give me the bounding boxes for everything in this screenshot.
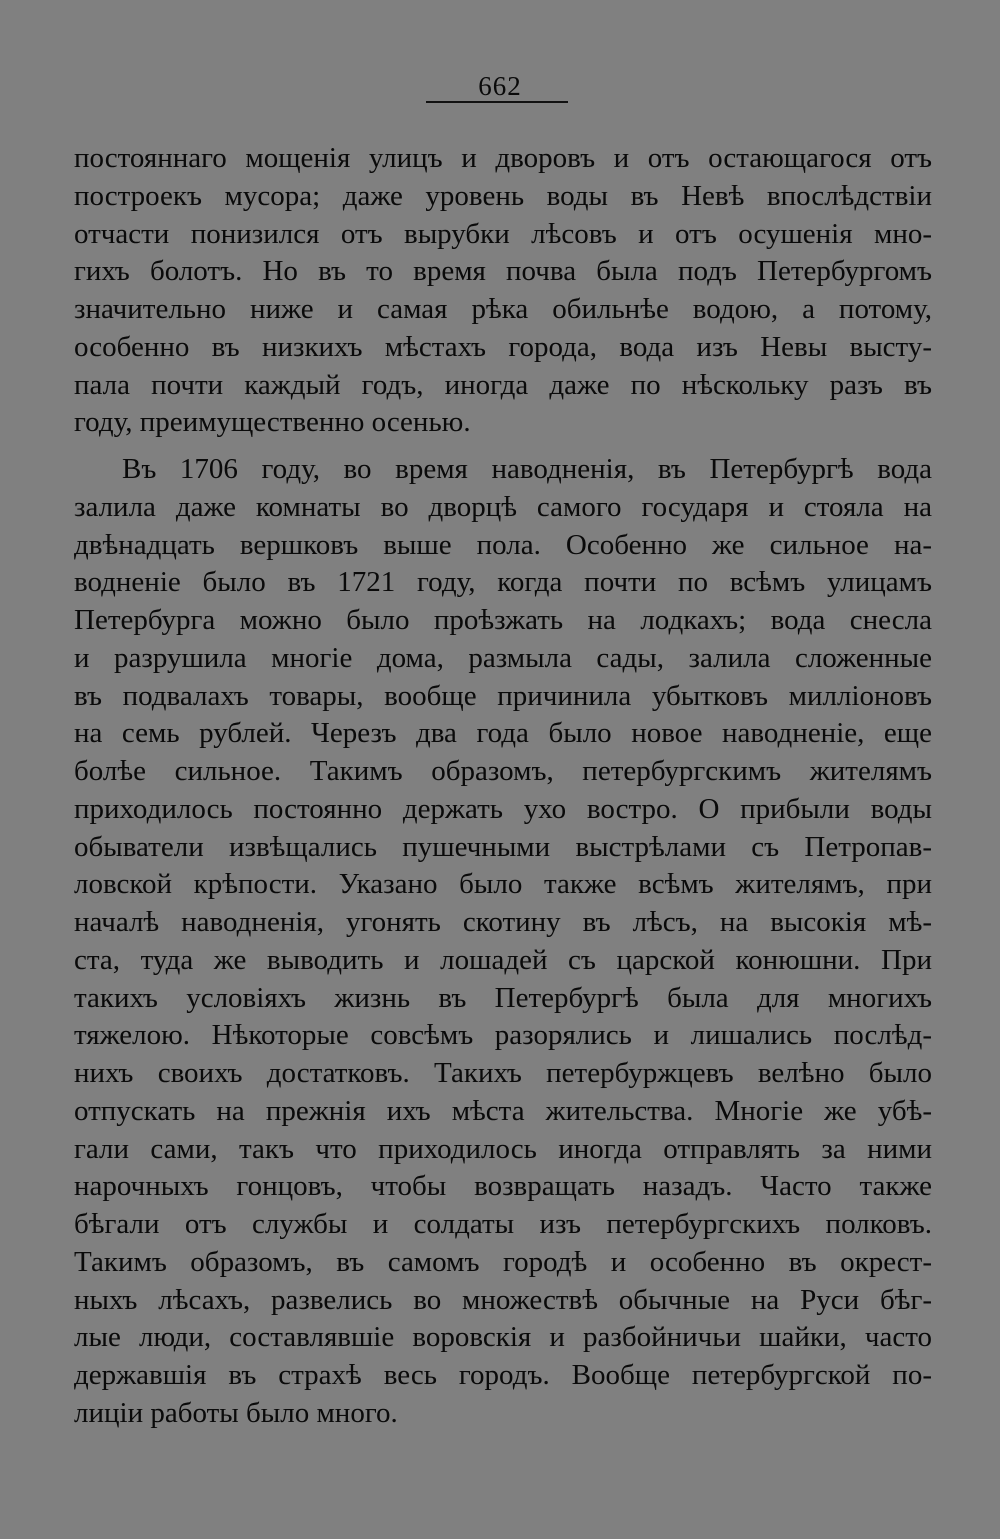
text-line: значительно ниже и самая рѣка обильнѣе водою, а потому, xyxy=(74,293,932,325)
text-line: на семь рублей. Черезъ два года было новое наводненіе, еще xyxy=(74,717,932,750)
text-line: Петербурга можно было проѣзжать на лодкахъ; вода снесла xyxy=(74,604,932,636)
text-line: постояннаго мощенія улицъ и дворовъ и отъ остающагося отъ xyxy=(74,142,932,174)
text-line: державшія въ страхѣ весь городъ. Вообще петербургской по- xyxy=(74,1359,932,1391)
text-line: приходилось постоянно держать ухо востро. О прибыли воды xyxy=(74,792,932,825)
text-line: лиціи работы было много. xyxy=(74,1396,398,1429)
paragraph-2 xyxy=(74,451,932,1433)
page-number: 662 xyxy=(478,71,522,101)
text-line: Въ 1706 году, во время наводненія, въ Петербургѣ вода xyxy=(122,453,932,485)
text-line: ловской крѣпости. Указано было также всѣмъ жителямъ, при xyxy=(74,868,932,901)
text-line: нарочныхъ гонцовъ, чтобы возвращать назадъ. Часто также xyxy=(74,1170,932,1203)
paragraph-gap xyxy=(74,442,932,451)
text-line: началѣ наводненія, угонять скотину въ лѣсъ, на высокія мѣ- xyxy=(74,906,932,938)
paragraph-1 xyxy=(74,140,932,442)
text-line: отпускать на прежнія ихъ мѣста жительства. Многіе же убѣ- xyxy=(74,1094,932,1127)
text-line: ныхъ лѣсахъ, развелись во множествѣ обычные на Руси бѣг- xyxy=(74,1283,932,1316)
text-line: двѣнадцать вершковъ выше пола. Особенно же сильное на- xyxy=(74,528,932,561)
text-line: и разрушила многіе дома, размыла сады, залила сложенные xyxy=(74,641,932,674)
text-line: въ подвалахъ товары, вообще причинила убытковъ милліоновъ xyxy=(74,679,932,712)
body-text xyxy=(74,140,932,1433)
text-line: гали сами, такъ что приходилось иногда отправлять за ними xyxy=(74,1132,932,1165)
page-number-rule xyxy=(426,101,568,103)
text-line: водненіе было въ 1721 году, когда почти по всѣмъ улицамъ xyxy=(74,566,932,599)
text-line: отчасти понизился отъ вырубки лѣсовъ и отъ осушенія мно- xyxy=(74,217,932,250)
text-line: особенно въ низкихъ мѣстахъ города, вода изъ Невы высту- xyxy=(74,330,932,363)
text-line: обыватели извѣщались пушечными выстрѣлами съ Петропав- xyxy=(74,830,932,863)
text-line: тяжелою. Нѣкоторые совсѣмъ разорялись и лишались послѣд- xyxy=(74,1019,932,1052)
text-line: болѣе сильное. Такимъ образомъ, петербургскимъ жителямъ xyxy=(74,755,932,787)
text-line: построекъ мусора; даже уровень воды въ Невѣ впослѣдствіи xyxy=(74,179,932,212)
text-line: ста, туда же выводить и лошадей съ царской конюшни. При xyxy=(74,943,932,976)
text-line: залила даже комнаты во дворцѣ самого государя и стояла на xyxy=(74,490,932,523)
text-line: нихъ своихъ достатковъ. Такихъ петербуржцевъ велѣно было xyxy=(74,1057,932,1089)
text-line: Такимъ образомъ, въ самомъ городѣ и особенно въ окрест- xyxy=(74,1245,932,1278)
text-line: бѣгали отъ службы и солдаты изъ петербургскихъ полковъ. xyxy=(74,1208,932,1240)
text-line: пала почти каждый годъ, иногда даже по нѣскольку разъ въ xyxy=(74,368,932,401)
text-line: году, преимущественно осенью. xyxy=(74,406,471,439)
text-line: гихъ болотъ. Но въ то время почва была подъ Петербургомъ xyxy=(74,255,932,288)
text-line: такихъ условіяхъ жизнь въ Петербургѣ была для многихъ xyxy=(74,981,932,1014)
text-line: лые люди, составлявшіе воровскія и разбойничьи шайки, часто xyxy=(74,1321,932,1354)
